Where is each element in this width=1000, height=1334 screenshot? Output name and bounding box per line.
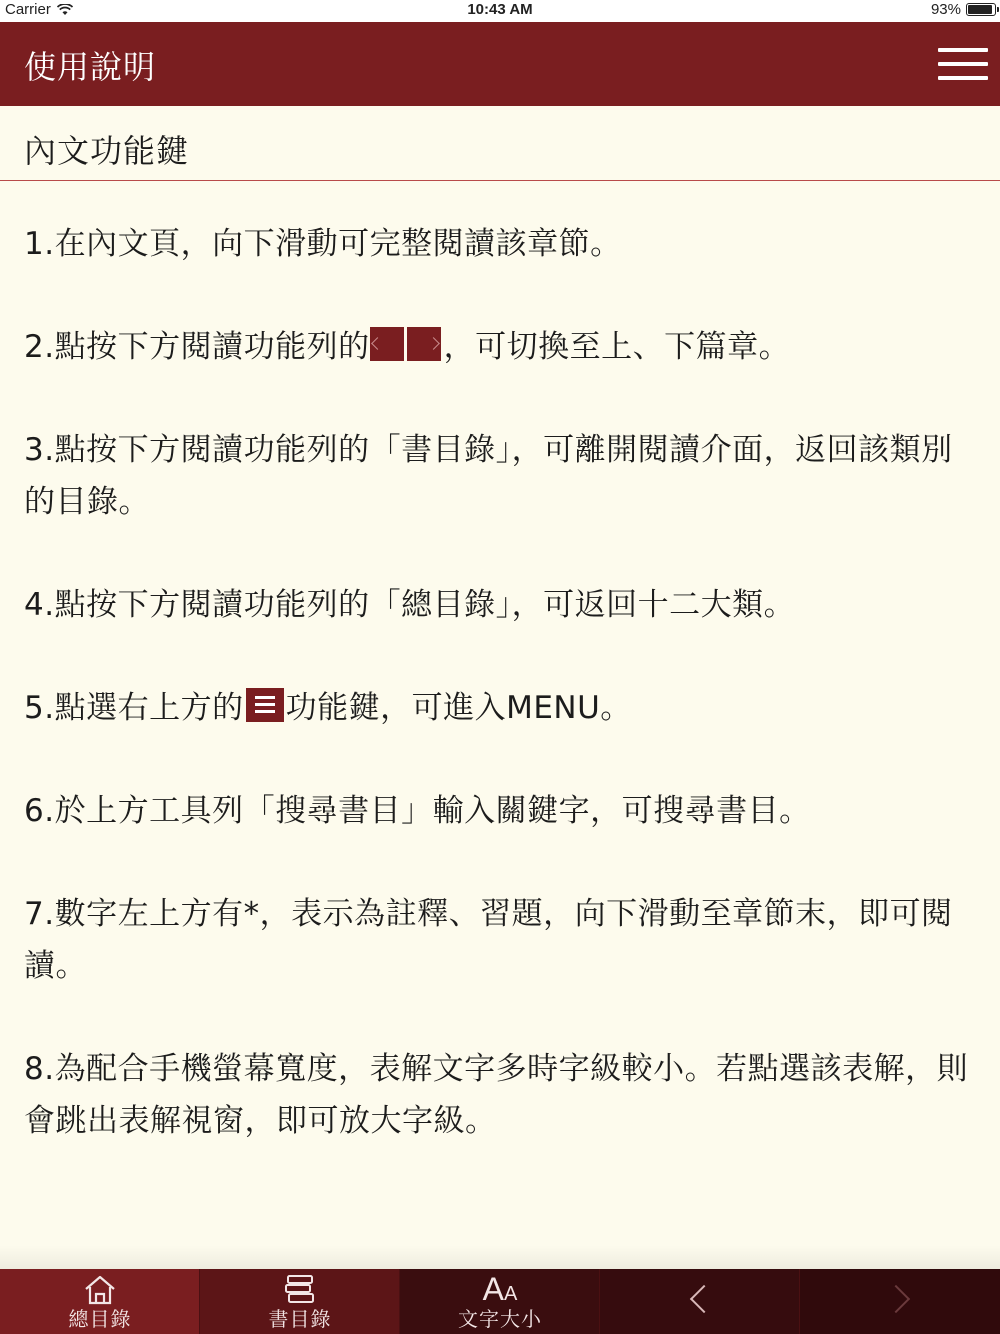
instruction-item-2	[24, 321, 974, 373]
reading-toolbar	[0, 1269, 1000, 1334]
next-arrow-icon	[407, 327, 441, 361]
battery-info	[931, 1, 996, 18]
instruction-5-before: 5.點選右上方的	[24, 690, 244, 726]
instruction-2-before: 2.點按下方閱讀功能列的	[24, 329, 370, 365]
tab-font-size[interactable]	[400, 1269, 600, 1334]
app-header	[0, 22, 1000, 106]
tab-main-catalog[interactable]	[0, 1269, 200, 1334]
tab-next-chapter[interactable]	[800, 1269, 1000, 1334]
instruction-item-6: 6.於上方工具列「搜尋書目」輸入關鍵字，可搜尋書目。	[24, 793, 811, 829]
instruction-item-7: 7.數字左上方有*，表示為註釋、習題，向下滑動至章節末，即可閱讀。	[24, 896, 953, 984]
instruction-5-after: 功能鍵，可進入MENU。	[285, 690, 632, 726]
section-divider	[0, 180, 1000, 181]
books-icon	[280, 1273, 320, 1307]
instruction-item-1: 1.在內文頁，向下滑動可完整閱讀該章節。	[24, 226, 622, 262]
instructions-list	[24, 218, 974, 1198]
status-bar	[0, 0, 1000, 22]
carrier-label: Carrier	[5, 1, 51, 18]
instruction-item-4: 4.點按下方閱讀功能列的「總目錄」，可返回十二大類。	[24, 587, 796, 623]
font-size-icon: AA	[482, 1271, 518, 1307]
menu-icon	[246, 688, 284, 722]
tab-font-size-label: 文字大小	[458, 1307, 542, 1331]
instruction-item-3: 3.點按下方閱讀功能列的「書目錄」，可離開閱讀介面，返回該類別的目錄。	[24, 432, 953, 520]
chevron-right-icon	[882, 1285, 910, 1313]
tab-book-catalog[interactable]	[200, 1269, 400, 1334]
tab-main-catalog-label: 總目錄	[68, 1307, 132, 1331]
status-time: 10:43 AM	[467, 1, 533, 18]
chevron-left-icon	[690, 1285, 718, 1313]
instruction-2-after: ，可切換至上、下篇章。	[443, 329, 791, 365]
tab-book-catalog-label: 書目錄	[268, 1307, 332, 1331]
bottom-shade	[0, 1245, 1000, 1269]
instruction-item-8: 8.為配合手機螢幕寬度，表解文字多時字級較小。若點選該表解，則會跳出表解視窗，即可放大字級。	[24, 1051, 969, 1139]
battery-percent: 93%	[930, 1, 961, 18]
home-icon	[80, 1273, 120, 1307]
hamburger-menu-icon[interactable]	[938, 46, 988, 82]
battery-icon	[966, 3, 996, 16]
page-title: 使用說明	[24, 48, 157, 86]
section-title: 內文功能鍵	[24, 132, 190, 170]
prev-arrow-icon	[370, 327, 404, 361]
instruction-item-5	[24, 682, 974, 734]
tab-previous-chapter[interactable]	[600, 1269, 800, 1334]
